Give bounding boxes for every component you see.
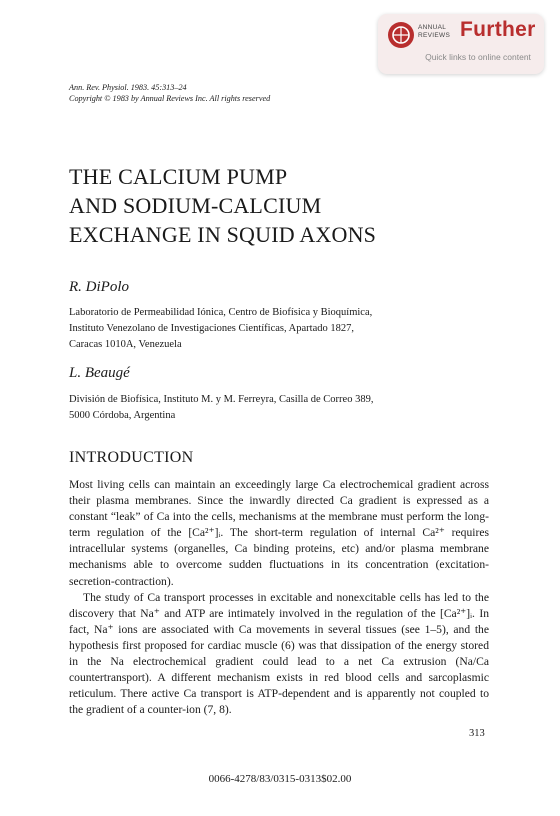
annual-reviews-logo-icon <box>388 22 414 48</box>
further-banner[interactable] <box>378 14 544 74</box>
further-subtitle: Quick links to online content <box>425 52 531 62</box>
author-affiliation: División de Biofísica, Instituto M. y M. Ferreyra, Casilla de Correo 389, 5000 Córdoba, Argentina <box>69 394 374 421</box>
journal-citation: Ann. Rev. Physiol. 1983. 45:313–24 Copyright © 1983 by Annual Reviews Inc. All rights reserved <box>69 83 271 103</box>
paragraph: The study of Ca transport processes in excitable and nonexcitable cells has led to the discovery that Na⁺ and ATP are intimately involved in the regulation of the [Ca²⁺]ᵢ. In fact, Na⁺ ions are associated with Ca movements in several tissues (see 1–5), and the hypothesis first proposed for cardiac muscle (6) was that dissipation of the energy stored in the Na electrochemical gradient could lead to a net Ca extrusion (Na/Ca countertransport). A different mechanism exists in red blood cells and sarcoplasmic reticulum. There active Ca transport is ATP-dependent and is apparently not coupled to the gradient of a counter-ion (7, 8). <box>69 590 489 717</box>
author-name: L. Beaugé <box>69 365 130 381</box>
title-line: THE CALCIUM PUMP <box>69 164 288 189</box>
author-name: R. DiPolo <box>69 279 129 295</box>
article-identifier: 0066-4278/83/0315-0313$02.00 <box>208 773 352 785</box>
paragraph: Most living cells can maintain an exceedingly large Ca electrochemical gradient across their plasma membranes. Since the inwardly directed Ca gradient is expressed as a constant “leak” of Ca into the cells, mechanisms at the membrane must perform the long-term regulation of the [Ca²⁺]ᵢ. The short-term regulation of internal Ca²⁺ requires intracellular systems (organelles, Ca binding proteins, etc) and/or plasma membrane mechanisms able to overcome sudden fluctuations in its concentration (excitation-secretion-contraction). <box>69 478 489 588</box>
section-heading: INTRODUCTION <box>69 449 194 466</box>
title-line: EXCHANGE IN SQUID AXONS <box>69 222 377 247</box>
article-title <box>69 162 376 249</box>
publisher-name: ANNUAL REVIEWS <box>418 24 451 39</box>
author-affiliation: Laboratorio de Permeabilidad Iónica, Centro de Biofísica y Bioquímica, Instituto Venezolano de Investigaciones Científicas, Apartado 1827, Caracas 1010A, Venezuela <box>69 307 373 350</box>
page-number: 313 <box>469 728 485 739</box>
article-body <box>69 477 489 718</box>
title-line: AND SODIUM-CALCIUM <box>69 193 322 218</box>
further-brand: Further <box>460 18 536 41</box>
